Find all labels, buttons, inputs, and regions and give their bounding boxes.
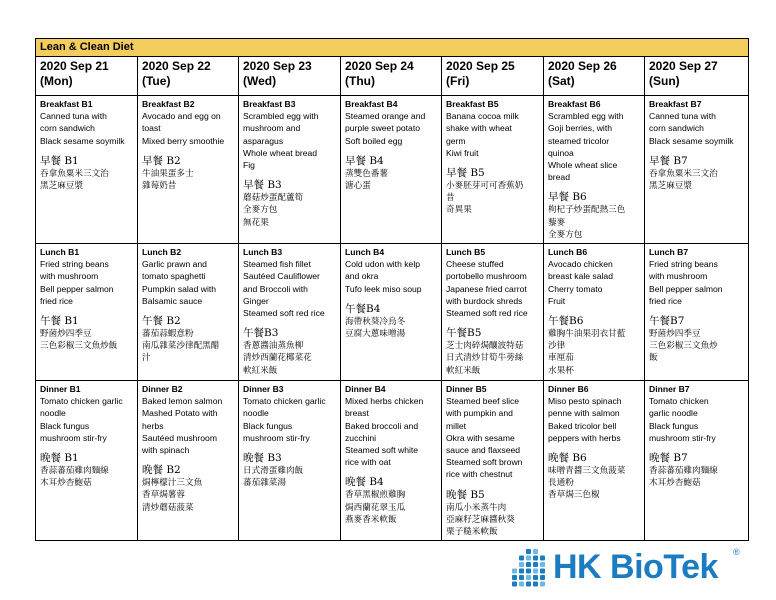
logo-dot [526,575,531,580]
meal-title: Breakfast B7 [649,99,702,109]
meal-item-chinese: 奇異果 [446,205,472,216]
meal-title: Lunch B4 [345,247,385,258]
meal-item-chinese: 木耳炒杏鮑菇 [649,478,701,489]
breakfast-cell [239,96,341,244]
logo-dot [526,556,531,561]
logo-dot [533,582,538,587]
meal-item: Fried string beans [40,259,109,270]
meal-item: tomato spaghetti [142,271,206,282]
meal-item: Ginger [243,295,269,306]
lunch-cell [138,244,239,381]
meal-item: Baked tricolor bell [548,420,617,431]
meal-item-chinese: 雜莓奶昔 [142,181,177,192]
meal-item: Baked lemon salmon [142,396,223,407]
meal-item-chinese: 汁 [142,353,151,364]
meal-title: Dinner B2 [142,384,183,395]
meal-item-chinese: 沙律 [548,341,566,352]
meal-item-chinese: 蒸雙色番薯 [345,168,388,179]
meal-title: Breakfast B4 [345,99,398,109]
meal-title: Breakfast B1 [40,99,93,109]
meal-item-chinese: 野菌炒四季豆 [40,329,92,340]
logo-dot [526,549,531,554]
logo-dot [533,562,538,567]
meal-item: Cheese stuffed [446,259,504,270]
logo-dot [519,569,524,574]
meal-item: Mashed Potato with [142,408,218,419]
meal-item-chinese: 焗西蘭花翠玉瓜 [345,502,406,513]
meal-title-chinese: 早餐 B1 [40,154,79,167]
meal-item: Steamed beef slice [446,396,520,407]
meal-item-chinese: 野菌炒四季豆 [649,329,701,340]
meal-item: Scrambled egg with [243,111,319,122]
meal-item: peppers with herbs [548,432,621,443]
meal-item-chinese: 牛油果蛋多士 [142,168,194,179]
meal-item: Japanese fried carrot [446,283,527,294]
meal-title: Lunch B5 [446,247,486,258]
meal-item: Avocado and egg on [142,111,221,122]
meal-item: penne with salmon [548,408,620,419]
meal-title-chinese: 晚餐 B4 [345,476,384,489]
lunch-cell [442,244,544,381]
day-date: 2020 Sep 26 [548,59,617,73]
meal-item-chinese: 吞拿魚粟米三文治 [40,168,109,179]
meal-item: with burdock shreds [446,295,523,306]
meal-title-chinese: 午餐B5 [446,327,482,340]
meal-title: Dinner B6 [548,384,589,395]
meal-item-chinese: 芝士肉碎焗釀波特菇 [446,341,524,352]
meal-item: noodle [40,408,66,419]
meal-title-chinese: 晚餐 B7 [649,452,688,465]
meal-item-chinese: 車厘茄 [548,353,574,364]
meal-title: Breakfast B3 [243,99,296,109]
meal-item: Tufo leek miso soup [345,283,422,294]
logo-dot [526,569,531,574]
meal-item: Canned tuna with [649,111,716,122]
meal-item-chinese: 長通粉 [548,478,574,489]
meal-item: rice with oat [345,457,391,468]
meal-item: Black sesame soymilk [649,135,734,146]
day-header [341,57,442,96]
meal-item: with mushroom [40,271,99,282]
dinner-row [36,381,749,541]
meal-item-chinese: 軟紅米飯 [243,365,278,376]
meal-title: Dinner B7 [649,384,690,395]
meal-item: Whole wheat bread [243,147,318,158]
meal-item-chinese: 香草焗三色椒 [548,490,600,501]
day-date: 2020 Sep 25 [446,59,515,73]
meal-title-chinese: 午餐 B1 [40,315,79,328]
meal-item: Steamed soft red rice [446,308,528,319]
meal-item: millet [446,420,467,431]
meal-item-chinese: 水果杯 [548,365,574,376]
meal-title: Lunch B1 [40,247,80,258]
day-date: 2020 Sep 21 [40,59,109,73]
day-date: 2020 Sep 23 [243,59,312,73]
meal-item: Steamed fish fillet [243,259,311,270]
day-of-week: (Tue) [142,74,171,88]
meal-title: Dinner B5 [446,384,487,395]
meal-item: quinoa [548,147,574,158]
meal-item-chinese: 清炒蘑菇菠菜 [142,502,194,513]
dinner-cell [645,381,749,541]
meal-item: Goji berries, with [548,123,612,134]
meal-title: Breakfast B5 [446,99,499,109]
meal-item-chinese: 蕃茄雜菜湯 [243,478,286,489]
meal-item: Bell pepper salmon [649,283,723,294]
meal-title: Dinner B3 [243,384,284,395]
meal-item: rice with chestnut [446,469,513,480]
meal-item: sauce and flaxseed [446,445,521,456]
meal-item: mushroom and [243,123,301,134]
meal-item-chinese: 枸杞子炒蛋配熱三色 [548,205,626,216]
diet-sheet [35,38,748,541]
meal-item: mushroom stir-fry [649,432,716,443]
day-header [442,57,544,96]
meal-item: Baked broccoli and [345,420,419,431]
logo-dot [540,569,545,574]
logo-dots-icon [512,549,545,587]
meal-title-chinese: 午餐B3 [243,327,279,340]
meal-item: Soft boiled egg [345,135,403,146]
meal-item-chinese: 全麥方包 [243,205,278,216]
meal-item: herbs [142,420,164,431]
meal-item-chinese: 南瓜小米蒸牛肉 [446,502,507,513]
meal-title: Dinner B1 [40,384,81,395]
day-date: 2020 Sep 22 [142,59,211,73]
meal-item: Black fungus [649,420,699,431]
logo-dot [526,562,531,567]
logo-dot [512,582,517,587]
meal-title: Lunch B2 [142,247,182,258]
meal-item: Avocado chicken [548,259,613,270]
meal-item: Mixed herbs chicken [345,396,424,407]
logo-dot [519,582,524,587]
day-header [645,57,749,96]
breakfast-cell [341,96,442,244]
logo-dot [533,556,538,561]
lunch-cell [544,244,645,381]
dinner-cell [442,381,544,541]
meal-item: Kiwi fruit [446,147,479,158]
day-header [544,57,645,96]
meal-item-chinese: 香草焗薯蓉 [142,490,185,501]
meal-item: noodle [243,408,269,419]
meal-title-chinese: 早餐 B2 [142,154,181,167]
meal-item: Fig [243,160,255,171]
meal-item: Miso pesto spinach [548,396,622,407]
meal-item-chinese: 香蒜蕃茄雞肉麵線 [40,466,109,477]
meal-item-chinese: 吞拿魚粟米三文治 [649,168,718,179]
breakfast-cell [544,96,645,244]
meal-item: Garlic prawn and [142,259,207,270]
diet-table [35,38,749,541]
logo-dot [540,575,545,580]
meal-title: Lunch B7 [649,247,689,258]
meal-item: breast [345,408,369,419]
meal-item: Steamed soft white [345,445,419,456]
breakfast-cell [36,96,138,244]
meal-item-chinese: 豆腐大蔥味噌湯 [345,329,406,340]
meal-item-chinese: 黑芝麻豆漿 [40,181,83,192]
meal-item-chinese: 清炒西蘭花椰菜花 [243,353,312,364]
meal-item: bread [548,172,570,183]
lunch-cell [341,244,442,381]
meal-title-chinese: 午餐B4 [345,302,381,315]
meal-title-chinese: 午餐 B2 [142,315,181,328]
day-header [239,57,341,96]
meal-item-chinese: 香草黑椒煎雞胸 [345,490,406,501]
lunch-cell [239,244,341,381]
meal-item: Fruit [548,295,566,306]
meal-item: breast kale salad [548,271,613,282]
logo-dot [526,582,531,587]
logo-dot [533,549,538,554]
meal-item: Black fungus [40,420,90,431]
meal-item: corn sandwich [40,123,95,134]
meal-item-chinese: 藜麥 [548,217,566,228]
meal-item: and Broccoli with [243,283,308,294]
meal-item: Sautéed Cauliflower [243,271,320,282]
meal-item-chinese: 香蔥醬油蒸魚柳 [243,341,304,352]
breakfast-cell [442,96,544,244]
meal-item: Whole wheat slice [548,160,618,171]
day-of-week: (Wed) [243,74,277,88]
meal-item: Black sesame soymilk [40,135,125,146]
day-date: 2020 Sep 27 [649,59,718,73]
meal-item-chinese: 溏心蛋 [345,181,371,192]
meal-item: shake with wheat [446,123,512,134]
meal-item: Scrambled egg with [548,111,624,122]
meal-title-chinese: 晚餐 B2 [142,464,181,477]
meal-title-chinese: 早餐 B7 [649,154,688,167]
meal-item-chinese: 昔 [446,193,455,204]
meal-item: mushroom stir-fry [243,432,310,443]
meal-item: garlic noodle [649,408,698,419]
meal-title-chinese: 早餐 B6 [548,191,587,204]
meal-item: Mixed berry smoothie [142,135,225,146]
meal-title: Lunch B6 [548,247,588,258]
meal-title-chinese: 早餐 B4 [345,154,384,167]
day-header [36,57,138,96]
meal-title-chinese: 午餐B6 [548,315,584,328]
meal-item-chinese: 三色彩椒三文魚炒 [649,341,718,352]
meal-title: Breakfast B6 [548,99,601,109]
logo-dot [519,562,524,567]
meal-item: zucchini [345,432,377,443]
dinner-cell [544,381,645,541]
meal-item-chinese: 飯 [649,353,658,364]
meal-item-chinese: 三色彩椒三文魚炒飯 [40,341,118,352]
meal-item: with mushroom [649,271,708,282]
day-header-row [36,57,749,96]
meal-item: Cherry tomato [548,283,603,294]
day-header [138,57,239,96]
meal-item: Tomato chicken [649,396,709,407]
meal-item: Black fungus [243,420,293,431]
meal-item-chinese: 亞麻籽芝麻醬秋葵 [446,514,515,525]
meal-title-chinese: 晚餐 B5 [446,488,485,501]
meal-item: Steamed orange and [345,111,426,122]
meal-item: germ [446,135,466,146]
meal-item-chinese: 蘑菇炒蛋配蘆筍 [243,193,304,204]
meal-item: corn sandwich [649,123,704,134]
meal-item: Tomato chicken garlic [243,396,326,407]
lunch-row [36,244,749,381]
logo-dot [512,569,517,574]
meal-title: Breakfast B2 [142,99,195,109]
breakfast-row [36,96,749,244]
meal-item: Canned tuna with [40,111,107,122]
meal-item-chinese: 焗檸檬汁三文魚 [142,478,203,489]
day-date: 2020 Sep 24 [345,59,414,73]
day-of-week: (Fri) [446,74,470,88]
meal-item-chinese: 全麥方包 [548,229,583,240]
meal-item-chinese: 燕麥香米軟飯 [345,514,397,525]
day-of-week: (Mon) [40,74,73,88]
meal-item: Balsamic sauce [142,295,203,306]
meal-item: portobello mushroom [446,271,527,282]
dinner-cell [341,381,442,541]
meal-item-chinese: 日式清炒甘筍牛蒡絲 [446,353,524,364]
meal-item: purple sweet potato [345,123,421,134]
meal-item: steamed tricolor [548,135,610,146]
logo-text: HK BioTek [553,548,718,586]
meal-item: Cold udon with kelp [345,259,421,270]
meal-item: Bell pepper salmon [40,283,114,294]
dinner-cell [138,381,239,541]
day-of-week: (Thu) [345,74,375,88]
meal-title-chinese: 早餐 B5 [446,167,485,180]
logo-registered-mark: ® [733,547,740,557]
meal-item-chinese: 軟紅米飯 [446,365,481,376]
meal-item-chinese: 黑芝麻豆漿 [649,181,692,192]
logo-dot [519,556,524,561]
meal-item: Fried string beans [649,259,718,270]
meal-title-chinese: 早餐 B3 [243,179,282,192]
meal-item-chinese: 味噌青醬三文魚菠菜 [548,466,626,477]
day-of-week: (Sat) [548,74,575,88]
meal-item-chinese: 香蒜蕃茄雞肉麵線 [649,466,718,477]
meal-item: and okra [345,271,379,282]
meal-title-chinese: 午餐B7 [649,315,685,328]
breakfast-cell [645,96,749,244]
logo-dot [540,556,545,561]
dinner-cell [239,381,341,541]
meal-item-chinese: 無花果 [243,217,269,228]
meal-item: with spinach [142,445,190,456]
dinner-cell [36,381,138,541]
meal-title: Dinner B4 [345,384,386,395]
meal-item: with pumpkin and [446,408,513,419]
breakfast-cell [138,96,239,244]
lunch-cell [645,244,749,381]
meal-item: Pumpkin salad with [142,283,217,294]
meal-item: Okra with sesame [446,432,515,443]
logo-dot [533,569,538,574]
meal-title-chinese: 晚餐 B6 [548,452,587,465]
meal-item-chinese: 蕃茄蒜蝦意粉 [142,329,194,340]
logo-dot [519,575,524,580]
meal-item-chinese: 木耳炒杏鮑菇 [40,478,92,489]
meal-item: Steamed soft red rice [243,308,325,319]
logo-dot [540,562,545,567]
day-of-week: (Sun) [649,74,680,88]
meal-title-chinese: 晚餐 B3 [243,452,282,465]
meal-title-chinese: 晚餐 B1 [40,452,79,465]
meal-item: Tomato chicken garlic [40,396,123,407]
logo-dot [533,575,538,580]
meal-item-chinese: 雞胸牛油果羽衣甘藍 [548,329,626,340]
meal-item-chinese: 日式滑蛋雞肉飯 [243,466,304,477]
meal-item: Banana cocoa milk [446,111,519,122]
logo-dot [512,575,517,580]
meal-item: fried rice [649,295,682,306]
meal-item-chinese: 小麥胚芽可可香蕉奶 [446,181,524,192]
meal-title: Lunch B3 [243,247,283,258]
meal-item-chinese: 海帶秋葵冷烏冬 [345,316,406,327]
meal-item-chinese: 南瓜雜菜沙律配黑醋 [142,341,220,352]
diet-title: Lean & Clean Diet [36,39,749,57]
logo-dot [540,582,545,587]
meal-item-chinese: 栗子糙米軟飯 [446,527,498,538]
meal-item: mushroom stir-fry [40,432,107,443]
meal-item: toast [142,123,161,134]
meal-item: fried rice [40,295,73,306]
lunch-cell [36,244,138,381]
meal-item: asparagus [243,135,284,146]
meal-item: Steamed soft brown [446,457,523,468]
meal-item: Sautéed mushroom [142,432,217,443]
